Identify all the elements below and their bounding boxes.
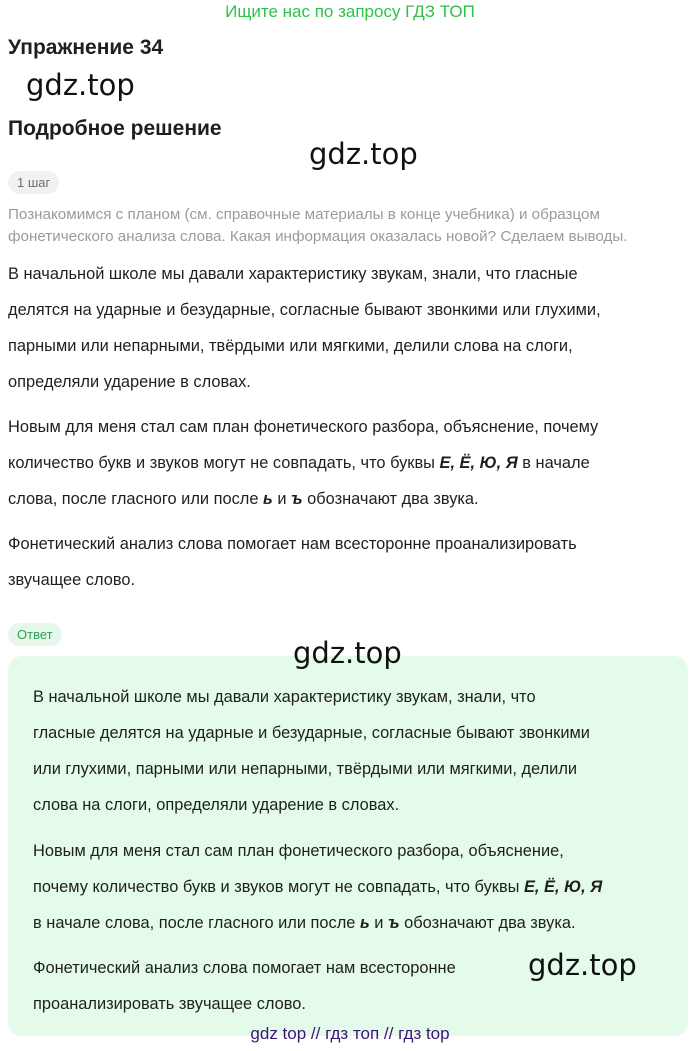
hard-sign: ъ (387, 914, 400, 932)
answer-paragraph-2 (33, 833, 673, 941)
solution-paragraph-2 (8, 409, 688, 517)
task-question: Познакомимся с планом (см. справочные материалы в конце учебника) и образцом фонетического анализа слова. Какая информация оказалась новой? Сделаем выводы. (8, 206, 628, 245)
text-line: слова, после гласного или после ь и ъ обозначают два звука. (8, 490, 479, 508)
letters-highlight: Е, Ё, Ю, Я (439, 454, 518, 472)
text-line: или глухими, парными или непарными, твёрдыми или мягкими, делили (33, 760, 578, 778)
watermark: gdz.top (26, 68, 135, 102)
watermark: gdz.top (309, 137, 418, 171)
text-line: Фонетический анализ слова помогает нам всесторонне проанализировать (8, 535, 577, 553)
solution-paragraph-1 (8, 256, 688, 400)
watermark: gdz.top (293, 636, 402, 670)
answer-paragraph-1 (33, 679, 673, 823)
soft-sign: ь (359, 914, 370, 932)
text-line: звучащее слово. (8, 571, 136, 589)
soft-sign: ь (263, 490, 273, 508)
solution-paragraph-3 (8, 526, 688, 598)
text-line: проанализировать звучащее слово. (33, 995, 306, 1013)
text-line: Новым для меня стал сам план фонетического разбора, объяснение, почему (8, 418, 599, 436)
watermark: gdz.top (528, 948, 637, 982)
text-line: почему количество букв и звуков могут не совпадать, что буквы Е, Ё, Ю, Я (33, 878, 603, 896)
text-line: определяли ударение в словах. (8, 373, 251, 391)
text-line: парными или непарными, твёрдыми или мягкими, делили слова на слоги, (8, 337, 573, 355)
text-line: гласные делятся на ударные и безударные, согласные бывают звонкими (33, 724, 590, 742)
hard-sign: ъ (291, 490, 303, 508)
solution-heading: Подробное решение (8, 117, 222, 140)
text-line: В начальной школе мы давали характеристику звукам, знали, что (33, 688, 536, 706)
search-hint-banner: Ищите нас по запросу ГДЗ ТОП (225, 2, 475, 21)
exercise-title: Упражнение 34 (8, 36, 164, 59)
footer-watermark: gdz top // гдз топ // гдз top (250, 1024, 450, 1043)
answer-badge: Ответ (8, 623, 62, 646)
text-line: количество букв и звуков могут не совпадать, что буквы Е, Ё, Ю, Я в начале (8, 454, 590, 472)
text-line: делятся на ударные и безударные, согласные бывают звонкими или глухими, (8, 301, 601, 319)
text-line: слова на слоги, определяли ударение в словах. (33, 796, 400, 814)
step-badge: 1 шаг (8, 171, 59, 194)
text-line: Новым для меня стал сам план фонетического разбора, объяснение, (33, 842, 564, 860)
text-line: В начальной школе мы давали характеристику звукам, знали, что гласные (8, 265, 578, 283)
text-line: Фонетический анализ слова помогает нам всесторонне (33, 959, 456, 977)
text-line: в начале слова, после гласного или после ь и ъ обозначают два звука. (33, 914, 576, 932)
letters-highlight: Е, Ё, Ю, Я (524, 878, 603, 896)
